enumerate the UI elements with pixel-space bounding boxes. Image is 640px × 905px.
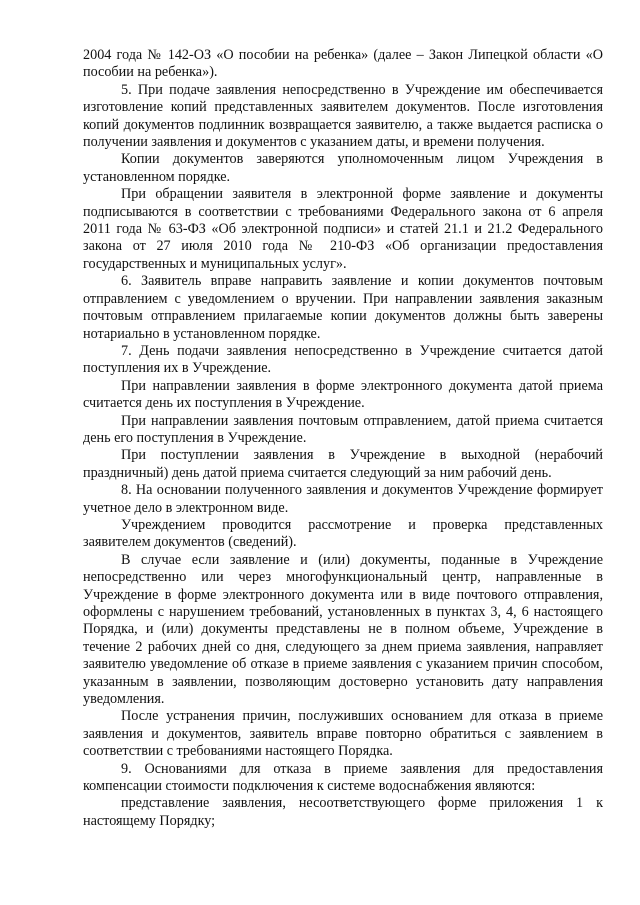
paragraph-electronic-date: При направлении заявления в форме электронного документа датой приема считается день их поступления в Учреждение. xyxy=(83,377,603,412)
paragraph-law-reference: 2004 года № 142-ОЗ «О пособии на ребенка» (далее – Закон Липецкой области «О пособии на ребенка»). xyxy=(83,47,603,81)
paragraph-refusal-ground-1: представление заявления, несоответствующего форме приложения 1 к настоящему Порядку; xyxy=(83,795,603,829)
paragraph-item-5: 5. При подаче заявления непосредственно в Учреждение им обеспечивается изготовление копий представленных заявителем документов. После изготовления копий документов подлинник возвращается заявителю, а также выдается расписка о получении заявления и документов с указанием даты, и времени получения. xyxy=(83,81,603,151)
paragraph-electronic-form: При обращении заявителя в электронной форме заявление и документы подписываются в соответствии с требованиями Федерального закона от 6 апреля 2011 года № 63-ФЗ «Об электронной подписи» и статей 21.1 и 21.2 Федерального закона от 27 июля 2010 года № 210-ФЗ «Об организации предоставления государственных и муниципальных услуг». xyxy=(83,186,603,272)
paragraph-item-6: 6. Заявитель вправе направить заявление и копии документов почтовым отправлением с уведомлением о вручении. При направлении заявления заказным почтовым отправлением прилагаемые копии документов должны быть заверены нотариально в установленном порядке. xyxy=(83,273,603,342)
paragraph-copies-certified: Копии документов заверяются уполномоченным лицом Учреждения в установленном порядке. xyxy=(83,151,603,185)
paragraph-reapply: После устранения причин, послуживших основанием для отказа в приеме заявления и документов, заявитель вправе повторно обратиться с заявлением в соответствии с требованиями настоящего Порядка. xyxy=(83,708,603,760)
paragraph-item-9: 9. Основаниями для отказа в приеме заявления для предоставления компенсации стоимости подключения к системе водоснабжения являются: xyxy=(83,760,603,795)
paragraph-holiday-date: При поступлении заявления в Учреждение в выходной (нерабочий праздничный) день датой приема считается следующий за ним рабочий день. xyxy=(83,447,603,481)
paragraph-item-8: 8. На основании полученного заявления и документов Учреждение формирует учетное дело в электронном виде. xyxy=(83,482,603,516)
paragraph-postal-date: При направлении заявления почтовым отправлением, датой приема считается день его поступления в Учреждение. xyxy=(83,412,603,446)
paragraph-refusal-notice: В случае если заявление и (или) документы, поданные в Учреждение непосредственно или через многофункциональный центр, направленные в Учреждение в форме электронного документа или в виде почтового отправления, оформлены с нарушением требований, установленных в пунктах 3, 4, 6 настоящего Порядка, и (или) документы представлены не в полном объеме, Учреждение в течение 2 рабочих дней со дня, следующего за днем приема заявления, направляет заявителю уведомление об отказе в приеме заявления с указанием причин способом, указанным в заявлении, позволяющим достоверно установить дату направления уведомления. xyxy=(83,551,603,708)
paragraph-review: Учреждением проводится рассмотрение и проверка представленных заявителем документов (сведений). xyxy=(83,516,603,551)
paragraph-item-7: 7. День подачи заявления непосредственно в Учреждение считается датой поступления их в Учреждение. xyxy=(83,342,603,377)
document-page xyxy=(83,47,603,830)
